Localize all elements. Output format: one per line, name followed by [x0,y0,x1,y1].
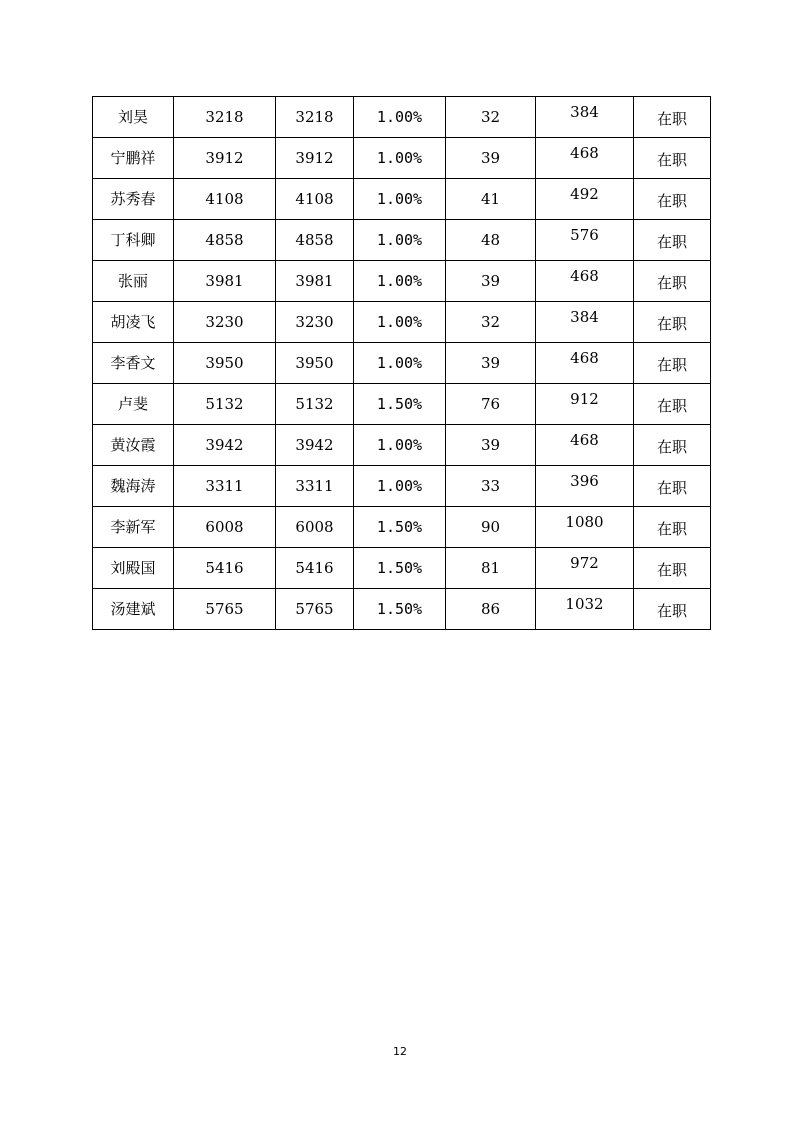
base-cell: 3912 [174,138,276,179]
rate-cell: 1.00% [354,425,446,466]
rate-cell: 1.00% [354,343,446,384]
table-row [93,548,711,589]
table-body [93,97,711,630]
base-cell: 6008 [174,507,276,548]
rate-cell: 1.00% [354,466,446,507]
rate-cell: 1.50% [354,384,446,425]
personal-amount-cell: 972 [536,543,634,584]
table-row [93,343,711,384]
unit-amount-cell: 39 [446,343,536,384]
name-cell: 张丽 [93,261,174,302]
status-cell: 在职 [634,181,711,222]
base2-cell: 4858 [276,220,354,261]
unit-amount-cell: 32 [446,97,536,138]
base2-cell: 3912 [276,138,354,179]
base-cell: 3311 [174,466,276,507]
rate-cell: 1.00% [354,261,446,302]
unit-amount-cell: 81 [446,548,536,589]
personal-amount-cell: 576 [536,215,634,256]
name-cell: 苏秀春 [93,179,174,220]
rate-cell: 1.00% [354,302,446,343]
status-cell: 在职 [634,304,711,345]
table-row [93,425,711,466]
table-row [93,261,711,302]
unit-amount-cell: 33 [446,466,536,507]
unit-amount-cell: 48 [446,220,536,261]
base-cell: 5765 [174,589,276,630]
name-cell: 宁鹏祥 [93,138,174,179]
table-row [93,384,711,425]
base-cell: 3950 [174,343,276,384]
personal-amount-cell: 492 [536,174,634,215]
personal-amount-cell: 468 [536,338,634,379]
base2-cell: 3942 [276,425,354,466]
status-cell: 在职 [634,386,711,427]
base-cell: 5132 [174,384,276,425]
personal-amount-cell: 396 [536,461,634,502]
page-number: 12 [393,1045,407,1058]
table-row [93,466,711,507]
status-cell: 在职 [634,345,711,386]
name-cell: 李香文 [93,343,174,384]
personal-amount-cell: 912 [536,379,634,420]
rate-cell: 1.50% [354,548,446,589]
rate-cell: 1.00% [354,97,446,138]
personal-amount-cell: 468 [536,133,634,174]
rate-cell: 1.00% [354,220,446,261]
status-cell: 在职 [634,222,711,263]
status-cell: 在职 [634,427,711,468]
rate-cell: 1.50% [354,507,446,548]
base-cell: 3230 [174,302,276,343]
unit-amount-cell: 32 [446,302,536,343]
status-cell: 在职 [634,550,711,591]
personal-amount-cell: 384 [536,297,634,338]
base2-cell: 4108 [276,179,354,220]
base-cell: 5416 [174,548,276,589]
base2-cell: 3981 [276,261,354,302]
table-row [93,302,711,343]
personal-amount-cell: 384 [536,92,634,133]
base2-cell: 3311 [276,466,354,507]
unit-amount-cell: 39 [446,138,536,179]
name-cell: 汤建斌 [93,589,174,630]
name-cell: 卢斐 [93,384,174,425]
base-cell: 4108 [174,179,276,220]
base2-cell: 3950 [276,343,354,384]
rate-cell: 1.50% [354,589,446,630]
table-row [93,220,711,261]
base-cell: 3218 [174,97,276,138]
unit-amount-cell: 76 [446,384,536,425]
table-row [93,507,711,548]
status-cell: 在职 [634,263,711,304]
unit-amount-cell: 39 [446,425,536,466]
unit-amount-cell: 41 [446,179,536,220]
status-cell: 在职 [634,99,711,140]
name-cell: 丁科卿 [93,220,174,261]
table-row [93,138,711,179]
base2-cell: 5132 [276,384,354,425]
status-cell: 在职 [634,591,711,632]
personal-amount-cell: 1080 [536,502,634,543]
base2-cell: 6008 [276,507,354,548]
base-cell: 4858 [174,220,276,261]
unit-amount-cell: 86 [446,589,536,630]
personal-amount-cell: 1032 [536,584,634,625]
name-cell: 魏海涛 [93,466,174,507]
name-cell: 胡凌飞 [93,302,174,343]
rate-cell: 1.00% [354,179,446,220]
personal-amount-cell: 468 [536,420,634,461]
name-cell: 黄汝霞 [93,425,174,466]
base-cell: 3981 [174,261,276,302]
status-cell: 在职 [634,468,711,509]
unit-amount-cell: 39 [446,261,536,302]
base2-cell: 5416 [276,548,354,589]
rate-cell: 1.00% [354,138,446,179]
base-cell: 3942 [174,425,276,466]
table-row [93,97,711,138]
base2-cell: 3218 [276,97,354,138]
name-cell: 李新军 [93,507,174,548]
staff-table [92,96,711,630]
name-cell: 刘殿国 [93,548,174,589]
table-row [93,179,711,220]
personal-amount-cell: 468 [536,256,634,297]
unit-amount-cell: 90 [446,507,536,548]
base2-cell: 5765 [276,589,354,630]
status-cell: 在职 [634,140,711,181]
name-cell: 刘昊 [93,97,174,138]
status-cell: 在职 [634,509,711,550]
table-row [93,589,711,630]
base2-cell: 3230 [276,302,354,343]
